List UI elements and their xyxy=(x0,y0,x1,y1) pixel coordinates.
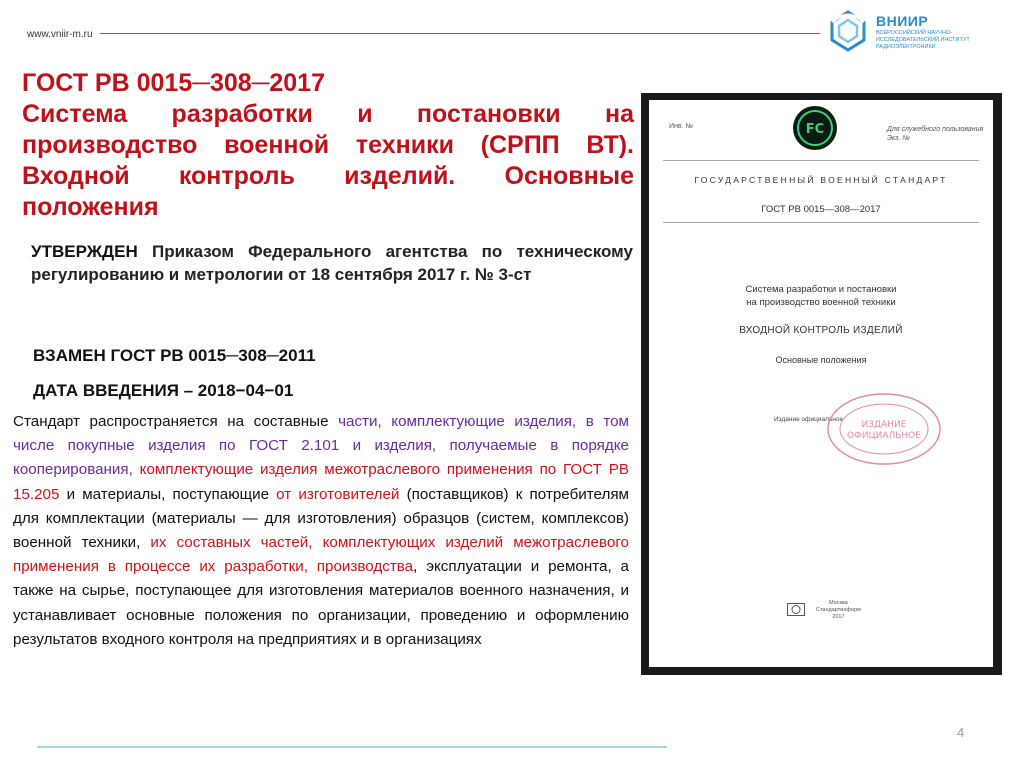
scope-part-8: , эксплуатации и ремонта, а также на сырье, поступающее для изготовления материалов военного назначения, и устанавливает основные положения по организации, проведению и оформлению результатов входного контроля на предприятиях и в организациях xyxy=(13,558,630,648)
cover-usage-line1: Для служебного пользования xyxy=(887,126,984,133)
scope-paragraph xyxy=(13,410,629,652)
cover-system-line1: Система разработки и постановки xyxy=(745,284,897,295)
site-url: www.vniir-m.ru xyxy=(27,29,93,40)
scope-part-5: от изготовителей xyxy=(276,485,400,503)
cover-standard-type: ГОСУДАРСТВЕННЫЙ ВОЕННЫЙ СТАНДАРТ xyxy=(694,175,948,185)
approval-body: Приказом Федерального агентства по техническому регулированию и метрологии от 18 сентября 2017 г. № 3-ст xyxy=(31,242,633,284)
approval-text xyxy=(31,240,633,286)
slide-number: 4 xyxy=(957,725,965,740)
cover-divider-top xyxy=(663,160,979,161)
cover-inv: Инв. № xyxy=(669,123,694,130)
cover-year: 2017 xyxy=(832,614,845,620)
standard-cover-image xyxy=(641,93,1002,675)
emblem-icon xyxy=(792,105,838,151)
logo-name: ВНИИР xyxy=(876,13,929,29)
cover-positions: Основные положения xyxy=(775,355,867,365)
scope-part-3: комплектующие изделия межотраслевого применения по ГОСТ РВ 15.205 xyxy=(13,461,629,503)
cover-system-line2: на производство военной техники xyxy=(746,297,896,308)
logo-subtitle: ВСЕРОССИЙСКИЙ НАУЧНО-ИССЛЕДОВАТЕЛЬСКИЙ ИНСТИТУТ РАДИОЭЛЕКТРОНИКИ xyxy=(876,30,970,50)
approval-lead: УТВЕРЖДЕН xyxy=(31,242,138,261)
scope-part-1: Стандарт распространяется на составные xyxy=(13,413,339,430)
publisher-logo-icon xyxy=(787,603,805,616)
cover-city: Москва xyxy=(829,600,848,606)
official-stamp-icon xyxy=(824,390,944,468)
slide-title xyxy=(22,68,634,223)
introduction-date: ДАТА ВВЕДЕНИЯ – 2018−04−01 xyxy=(33,381,294,400)
scope-part-4: и материалы, поступающие xyxy=(59,485,277,503)
cover-control-title: ВХОДНОЙ КОНТРОЛЬ ИЗДЕЛИЙ xyxy=(739,325,903,336)
cover-usage-line2: Экз. № xyxy=(887,135,910,142)
scope-part-7: их составных частей, комплектующих изделий межотраслевого применения в процессе их разработки, производства xyxy=(13,534,629,576)
standard-name: Система разработки и постановки на производство военной техники (СРПП ВТ). Входной контроль изделий. Основные положения xyxy=(22,100,634,221)
scope-part-2: части, комплектующие изделия, в том числе покупные изделия по ГОСТ 2.101 и изделия, получаемые в порядке кооперирования, xyxy=(13,413,630,479)
cover-system-title xyxy=(649,283,993,309)
footer-divider xyxy=(37,746,667,748)
vniir-logo-icon xyxy=(826,8,870,52)
replaces-text: ВЗАМЕН ГОСТ РВ 0015─308─2011 xyxy=(33,346,316,365)
header-divider xyxy=(100,33,820,34)
cover-publisher: Стандартинформ xyxy=(816,607,861,613)
svg-text:ИЗДАНИЕ: ИЗДАНИЕ xyxy=(861,420,907,430)
cover-page xyxy=(649,100,993,667)
cover-divider-bottom xyxy=(663,222,979,223)
svg-text:ОФИЦИАЛЬНОЕ: ОФИЦИАЛЬНОЕ xyxy=(847,431,921,441)
standard-number: ГОСТ РВ 0015─308─2017 xyxy=(22,69,325,97)
cover-imprint xyxy=(816,600,861,621)
vniir-logo xyxy=(826,8,1006,54)
cover-standard-number: ГОСТ РВ 0015—308—2017 xyxy=(761,204,881,215)
cover-official-edition: Издание официальное xyxy=(774,416,844,423)
cover-usage xyxy=(887,125,983,143)
scope-part-6: (поставщиков) к потребителям для комплектации (материалы — для изготовления) образцов (систем, комплексов) военной техники, xyxy=(13,485,630,552)
svg-text:FC: FC xyxy=(805,122,825,137)
